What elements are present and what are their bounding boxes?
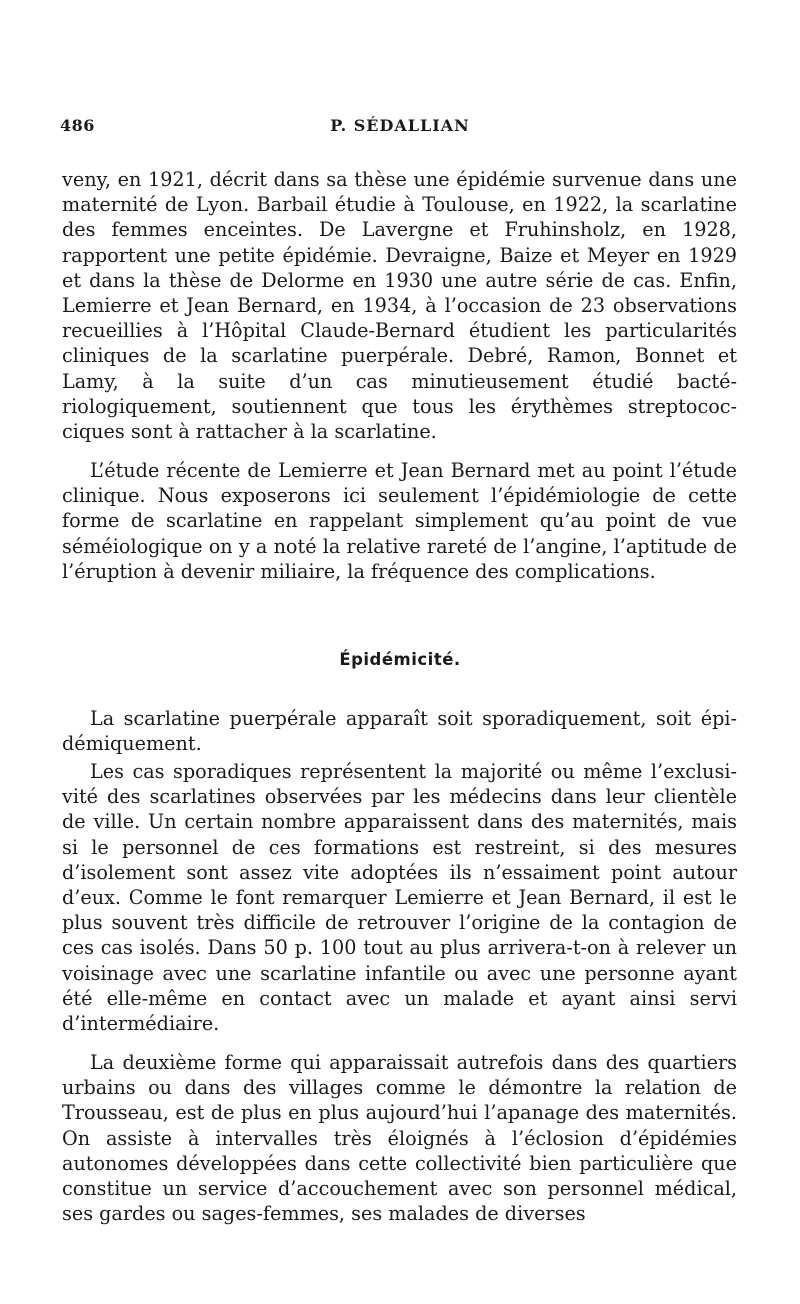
- running-head: P. SÉDALLIAN: [330, 116, 470, 135]
- paragraph-text: La scarlatine puerpérale apparaît soit sporadiquement, soit épidémiquement.: [62, 707, 737, 756]
- paragraph-text: La deuxième forme qui apparaissait autrefois dans des quartiers urbains ou dans des villages comme le démontre la relation de Trousseau, est de plus en plus aujourd’hui l’apanage des maternités. On assiste à intervalles très éloignés à l’éclosion d’épidémies autonomes développées dans cette collectivité bien particulière que constitue un service d’accouchement avec son personnel médical, ses gardes ou sages-femmes, ses malades de diverses: [62, 1051, 737, 1226]
- paragraph-continuation: [62, 167, 737, 444]
- page-header: [60, 116, 740, 140]
- section-heading: Épidémicité.: [339, 650, 461, 669]
- paragraph-intro: [62, 706, 737, 756]
- paragraph-clinical-study: [62, 458, 737, 584]
- paragraph-text: Les cas sporadiques représentent la majorité ou même l’exclusivité des scarlatines observées par les médecins dans leur clientèle de ville. Un certain nombre apparaissent dans des maternités, mais si le personnel de ces formations est restreint, si des mesures d’isolement sont assez vite adoptées ils n’essaiment point autour d’eux. Comme le font remarquer Lemierre et Jean Bernard, il est le plus souvent très difficile de retrouver l’origine de la contagion de ces cas isolés. Dans 50 p. 100 tout au plus arrivera-t-on à relever un voisinage avec une scarlatine infantile ou avec une personne ayant été elle-même en contact avec un malade et ayant ainsi servi d’intermédiaire.: [62, 760, 737, 1036]
- paragraph-text: L’étude récente de Lemierre et Jean Bernard met au point l’étude clinique. Nous exposerons ici seulement l’épidémiologie de cette forme de scarlatine en rappelant simplement qu’au point de vue séméiologique on y a noté la relative rareté de l’angine, l’aptitude de l’éruption à devenir miliaire, la fréquence des complications.: [62, 459, 737, 583]
- paragraph-sporadic-cases: [62, 759, 737, 1036]
- paragraph-epidemic-form: [62, 1050, 737, 1226]
- paragraph-text: veny, en 1921, décrit dans sa thèse une épidémie survenue dans une maternité de Lyon. Barbail étudie à Toulouse, en 1922, la scarlatine des femmes enceintes. De Lavergne et Fruhinsholz, en 1928, rapportent une petite épidémie. Devraigne, Baize et Meyer en 1929 et dans la thèse de Delorme en 1930 une autre série de cas. Enfin, Lemierre et Jean Bernard, en 1934, à l’occasion de 23 observations recueillies à l’Hôpital Claude-Bernard étudient les particularités cliniques de la scarlatine puerpérale. Debré, Ramon, Bonnet et Lamy, à la suite d’un cas minutieusement étudié bactériologiquement, soutiennent que tous les érythèmes streptococciques sont à rattacher à la scarlatine.: [62, 168, 737, 444]
- page-number: 486: [60, 116, 95, 135]
